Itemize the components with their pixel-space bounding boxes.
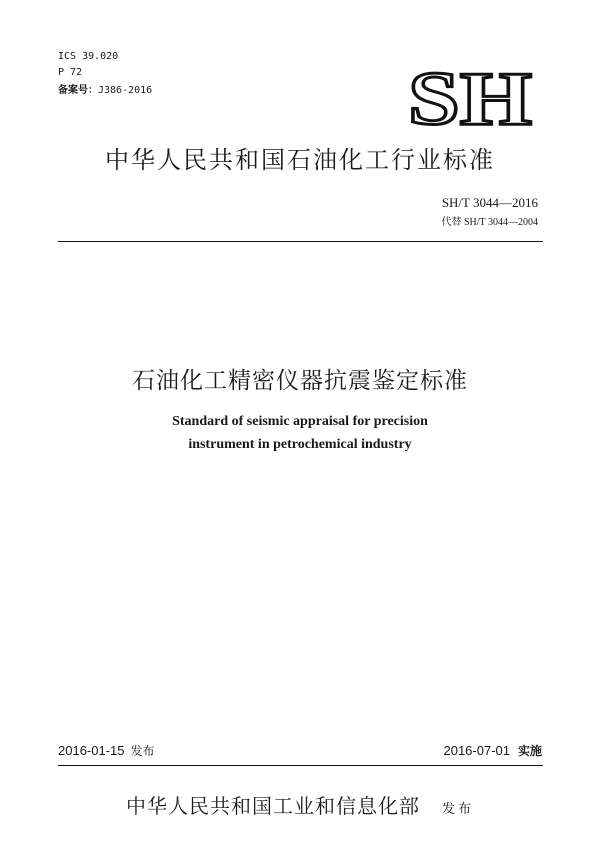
issuer-action: 发布 [441, 802, 474, 817]
filing-number [58, 84, 152, 97]
document-title-en-line2: instrument in petrochemical industry [188, 437, 412, 452]
document-title-en-line1: Standard of seismic appraisal for precision [172, 414, 428, 429]
ics-code: ICS 39.020 [58, 51, 119, 62]
document-title-cn: 石油化工精密仪器抗震鉴定标准 [132, 368, 468, 394]
standard-number: SH/T 3044—2016 [441, 195, 538, 210]
industry-standard-title: 中华人民共和国石油化工行业标准 [105, 146, 495, 174]
clc-code: P 72 [58, 67, 83, 78]
filing-label: 备案号： [58, 85, 98, 96]
implementation-date-value: 2016-07-01 [443, 743, 510, 758]
issuer-name: 中华人民共和国工业和信息化部 [125, 794, 420, 818]
issue-date-label: 发布 [130, 744, 155, 758]
sh-logo [405, 62, 535, 132]
issue-date-value: 2016-01-15 [58, 743, 125, 758]
sh-logo-text: SH [408, 62, 532, 132]
issue-date [58, 742, 155, 759]
bottom-divider [58, 765, 543, 766]
issuer [0, 790, 600, 819]
filing-value: J386-2016 [98, 85, 153, 96]
implementation-date-label: 实施 [517, 744, 542, 758]
replaces-standard: 代替 SH/T 3044—2004 [441, 217, 538, 228]
top-divider [58, 241, 543, 242]
implementation-date [443, 742, 542, 759]
